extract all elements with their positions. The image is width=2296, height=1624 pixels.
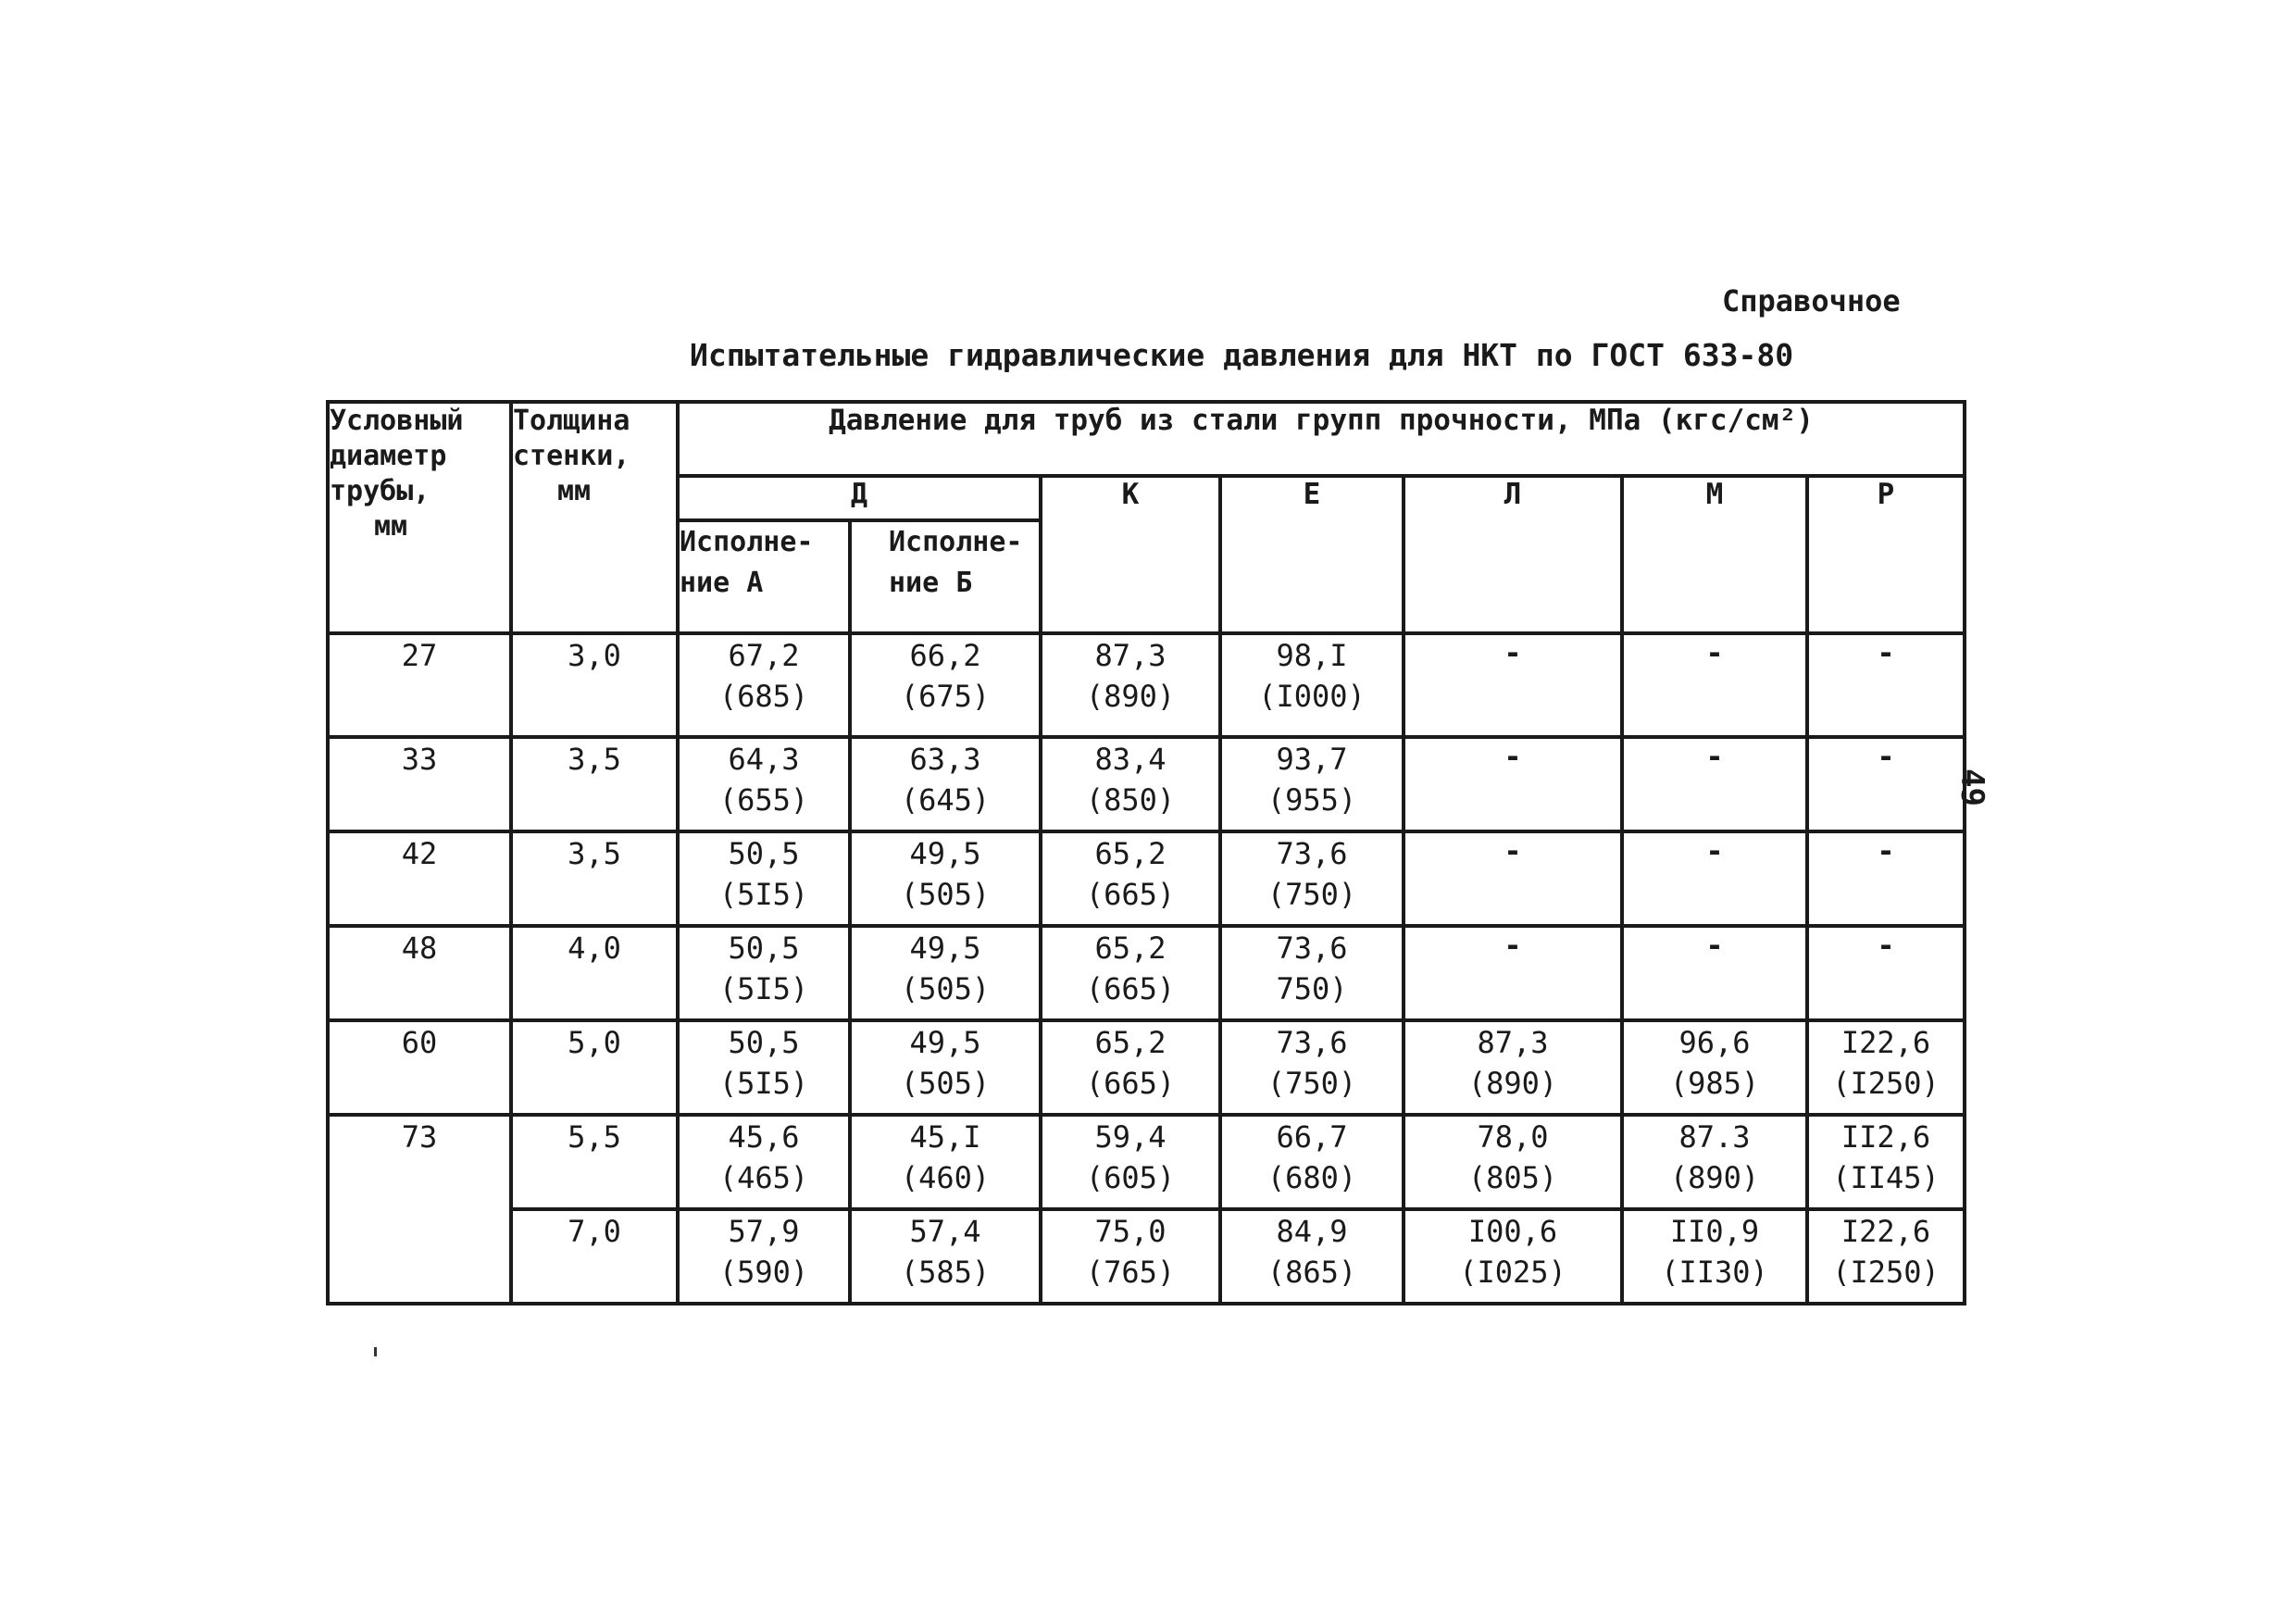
pressure-mpa: 87.3 [1678,1119,1751,1155]
pressure-kgf: (890) [1085,679,1176,714]
empty-value-dash: - [1807,633,1965,737]
pressure-kgf: (865) [1267,1255,1357,1290]
table-title: Испытательные гидравлические давления для НКТ по ГОСТ 633-80 [690,337,1794,373]
pressure-kgf: (505) [900,877,991,912]
wall-cell: 3,5 [511,831,678,926]
pressure-kgf: (665) [1085,971,1176,1006]
pressure-cell [678,737,850,831]
empty-value-dash: - [1622,926,1807,1020]
pressure-kgf: (II30) [1661,1255,1768,1290]
pressure-mpa: 96,6 [1678,1025,1751,1060]
table-row [328,737,1965,831]
pressure-mpa: 49,5 [909,836,981,871]
pressure-cell [1807,1209,1965,1304]
diameter-cell: 33 [328,737,511,831]
reference-label: Справочное [1722,283,1901,319]
pressure-cell [678,831,850,926]
pressure-cell [850,926,1041,1020]
pressure-mpa: II0,9 [1669,1214,1760,1249]
empty-value-dash: - [1404,633,1622,737]
pressure-mpa: 93,7 [1276,742,1348,777]
empty-value-dash: - [1807,737,1965,831]
pressure-cell [850,831,1041,926]
pressure-mpa: 45,I [909,1119,981,1155]
pressure-mpa: 50,5 [728,1025,800,1060]
pressure-header: Давление для труб из стали групп прочности, МПа (кгс/см²) [678,402,1965,476]
pressure-mpa: 45,6 [728,1119,800,1155]
pressure-kgf: (645) [900,782,991,818]
pressure-kgf: (5I5) [718,1066,809,1101]
diameter-cell: 27 [328,633,511,737]
pressure-kgf: (590) [718,1255,809,1290]
pressure-kgf: (680) [1267,1160,1357,1195]
pressure-mpa: I22,6 [1841,1025,1931,1060]
pressure-kgf: (465) [718,1160,809,1195]
diameter-cell: 60 [328,1020,511,1115]
pressure-cell [1404,1020,1622,1115]
group-r-header: Р [1807,476,1965,633]
pressure-mpa: 49,5 [909,931,981,966]
pressure-kgf: (505) [900,971,991,1006]
pressure-table [326,400,1966,1305]
table-row [328,1115,1965,1209]
pressure-kgf: (505) [900,1066,991,1101]
pressure-kgf: (675) [900,679,991,714]
pressure-cell [1622,1209,1807,1304]
pressure-cell [1220,926,1404,1020]
empty-value-dash: - [1404,926,1622,1020]
table-body [328,633,1965,1304]
pressure-mpa: 66,2 [909,638,981,673]
pressure-kgf: (665) [1085,1066,1176,1101]
table-row [328,831,1965,926]
pressure-mpa: I22,6 [1841,1214,1931,1249]
pressure-cell [850,737,1041,831]
pressure-mpa: 50,5 [728,931,800,966]
pressure-cell [1041,1020,1220,1115]
pressure-kgf: (665) [1085,877,1176,912]
pressure-kgf: (II45) [1832,1160,1940,1195]
pressure-cell [1404,1209,1622,1304]
diameter-cell: 42 [328,831,511,926]
pressure-cell [678,633,850,737]
empty-value-dash: - [1622,633,1807,737]
pressure-kgf: (585) [900,1255,991,1290]
pressure-mpa: 63,3 [909,742,981,777]
pressure-cell [1041,1209,1220,1304]
wall-cell: 7,0 [511,1209,678,1304]
pressure-kgf: (685) [718,679,809,714]
pressure-mpa: 66,7 [1276,1119,1348,1155]
pressure-cell [1220,831,1404,926]
pressure-mpa: 57,9 [728,1214,800,1249]
pressure-mpa: 67,2 [728,638,800,673]
pressure-mpa: 87,3 [1477,1025,1549,1060]
wall-header: Толщина стенки, мм [511,402,678,633]
wall-cell: 3,0 [511,633,678,737]
pressure-cell [850,633,1041,737]
pressure-mpa: II2,6 [1841,1119,1931,1155]
wall-cell: 5,5 [511,1115,678,1209]
wall-cell: 4,0 [511,926,678,1020]
empty-value-dash: - [1622,737,1807,831]
pressure-cell [1807,1115,1965,1209]
pressure-mpa: 84,9 [1276,1214,1348,1249]
pressure-cell [850,1020,1041,1115]
header-row-1 [328,402,1965,476]
pressure-cell [1220,1209,1404,1304]
pressure-mpa: 75,0 [1094,1214,1167,1249]
pressure-mpa: 98,I [1276,638,1348,673]
pressure-kgf: (460) [900,1160,991,1195]
pressure-cell [1220,1020,1404,1115]
pressure-kgf: (I250) [1832,1066,1940,1101]
diameter-cell: 73 [328,1115,511,1304]
pressure-cell [1041,831,1220,926]
pressure-kgf: (605) [1085,1160,1176,1195]
pressure-cell [850,1115,1041,1209]
pressure-kgf: (I025) [1459,1255,1566,1290]
pressure-cell [1807,1020,1965,1115]
group-m-header: М [1622,476,1807,633]
table-row [328,633,1965,737]
pressure-kgf: (750) [1267,877,1357,912]
exec-a-header: Исполне- ние А [678,520,850,633]
pressure-mpa: 49,5 [909,1025,981,1060]
empty-value-dash: - [1404,737,1622,831]
diameter-cell: 48 [328,926,511,1020]
pressure-cell [678,1020,850,1115]
pressure-kgf: (765) [1085,1255,1176,1290]
pressure-cell [1622,1020,1807,1115]
exec-b-header: Исполне- ние Б [850,520,1041,633]
pressure-kgf: (5I5) [718,877,809,912]
pressure-cell [1041,737,1220,831]
pressure-cell [850,1209,1041,1304]
pressure-cell [1220,737,1404,831]
pressure-mpa: 57,4 [909,1214,981,1249]
pressure-mpa: 87,3 [1094,638,1167,673]
pressure-mpa: 64,3 [728,742,800,777]
pressure-kgf: (850) [1085,782,1176,818]
pressure-kgf: (890) [1669,1160,1760,1195]
pressure-kgf: (5I5) [718,971,809,1006]
table-row [328,1020,1965,1115]
pressure-cell [678,1115,850,1209]
pressure-mpa: 73,6 [1276,836,1348,871]
group-l-header: Л [1404,476,1622,633]
pressure-mpa: 50,5 [728,836,800,871]
pressure-cell [1404,1115,1622,1209]
pressure-cell [678,926,850,1020]
pressure-kgf: (985) [1669,1066,1760,1101]
group-k-header: К [1041,476,1220,633]
pressure-cell [1220,1115,1404,1209]
pressure-kgf: (I250) [1832,1255,1940,1290]
pressure-cell [1041,1115,1220,1209]
table-row [328,926,1965,1020]
pressure-cell [1041,633,1220,737]
pressure-mpa: 59,4 [1094,1119,1167,1155]
empty-value-dash: - [1404,831,1622,926]
pressure-kgf: (955) [1267,782,1357,818]
group-d-header: Д [678,476,1041,520]
stray-mark [374,1347,377,1356]
pressure-mpa: 83,4 [1094,742,1167,777]
pressure-mpa: 78,0 [1477,1119,1549,1155]
pressure-kgf: (750) [1267,1066,1357,1101]
empty-value-dash: - [1622,831,1807,926]
pressure-mpa: 65,2 [1094,836,1167,871]
wall-cell: 3,5 [511,737,678,831]
pressure-kgf: 750) [1276,971,1348,1006]
pressure-kgf: (655) [718,782,809,818]
wall-cell: 5,0 [511,1020,678,1115]
pressure-mpa: 65,2 [1094,931,1167,966]
diameter-header: Условный диаметр трубы, мм [328,402,511,633]
pressure-cell [1041,926,1220,1020]
table-row [328,1209,1965,1304]
pressure-cell [1220,633,1404,737]
pressure-kgf: (805) [1467,1160,1558,1195]
pressure-kgf: (890) [1467,1066,1558,1101]
empty-value-dash: - [1807,926,1965,1020]
group-e-header: Е [1220,476,1404,633]
pressure-cell [1622,1115,1807,1209]
empty-value-dash: - [1807,831,1965,926]
pressure-mpa: I00,6 [1467,1214,1558,1249]
pressure-kgf: (I000) [1258,679,1366,714]
pressure-mpa: 73,6 [1276,931,1348,966]
pressure-mpa: 73,6 [1276,1025,1348,1060]
page-number: 49 [1953,768,1990,806]
pressure-cell [678,1209,850,1304]
pressure-mpa: 65,2 [1094,1025,1167,1060]
